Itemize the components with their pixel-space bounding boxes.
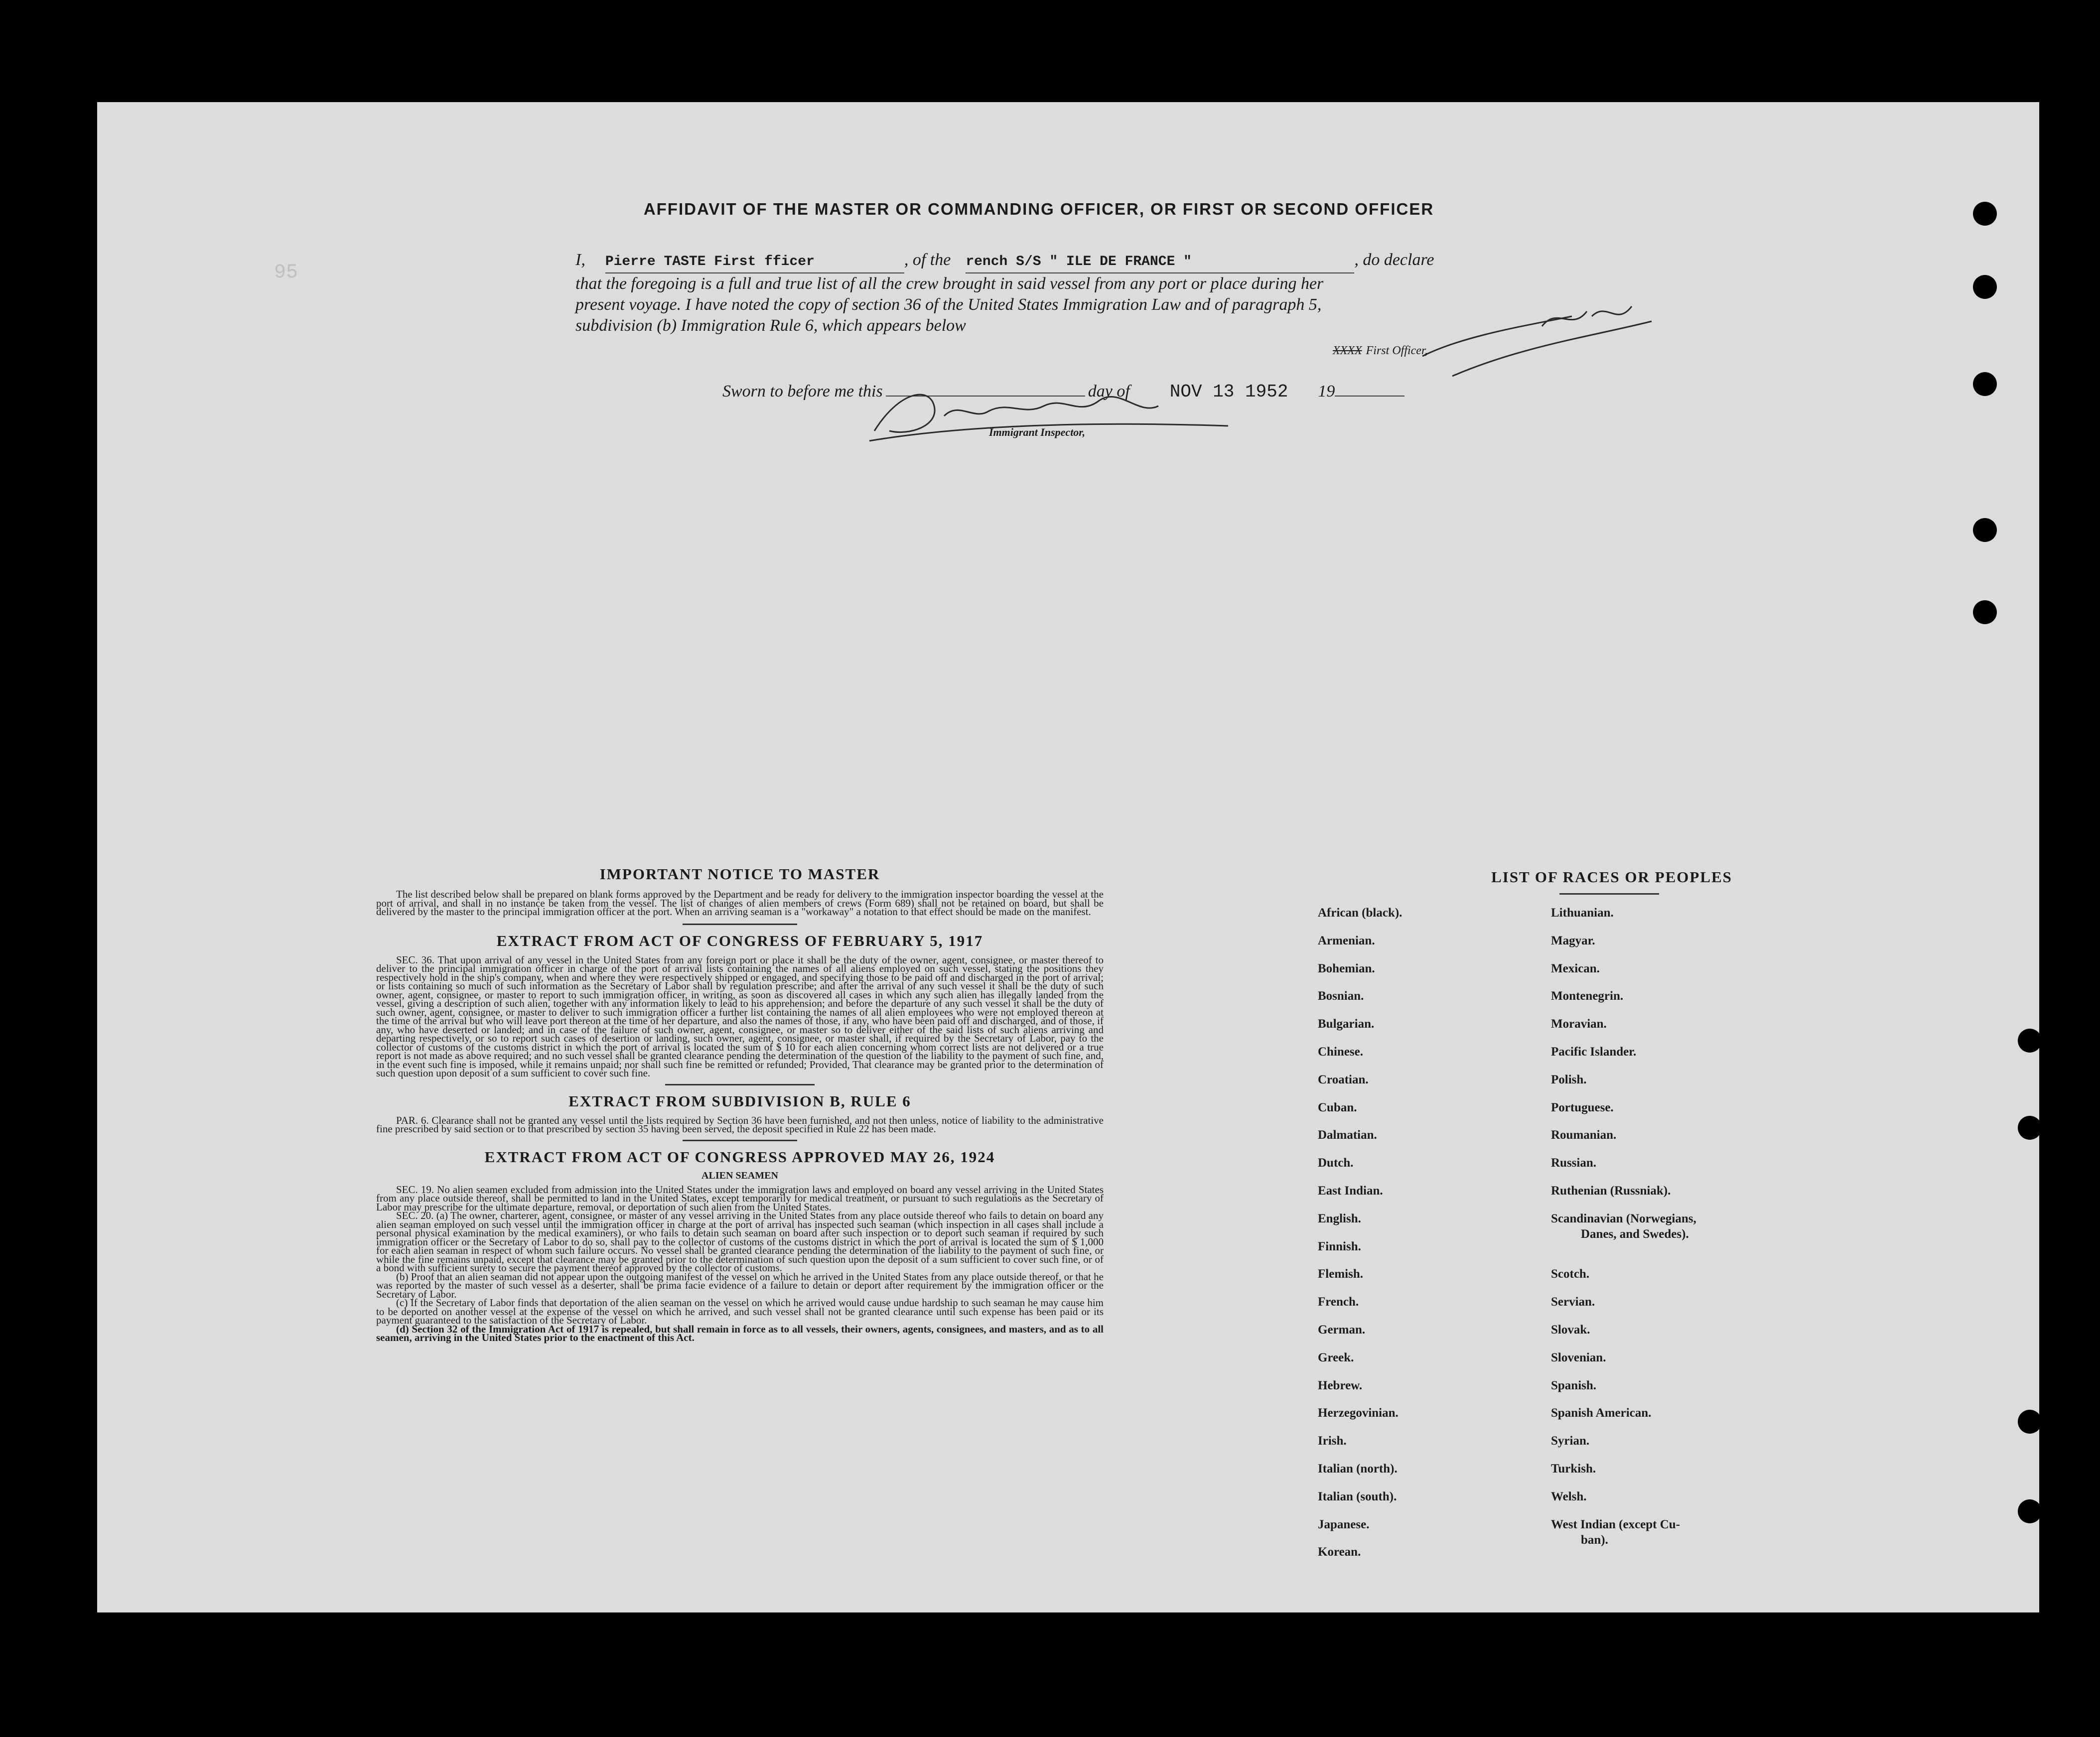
race-item: Hebrew. xyxy=(1318,1378,1363,1392)
race-item: Russian. xyxy=(1551,1156,1597,1170)
decl-of-the: , of the xyxy=(904,251,951,269)
rule6-text: PAR. 6. Clearance shall not be granted any vessel until the lists required by Section 36 have been furnished, and not then unless, notice of liability to the administrative fine prescribed by said section or to that prescribed by section 35 having been served, the deposit specified in Rule 22 has been made. xyxy=(376,1114,1104,1135)
inspector-caption: Immigrant Inspector, xyxy=(989,426,1086,438)
year-suffix: 19 xyxy=(1318,382,1335,401)
punch-hole xyxy=(1973,372,1997,396)
inspector-signature xyxy=(859,371,1238,451)
document-page xyxy=(97,102,2039,1612)
decl-line-2: that the foregoing is a full and true list of all the crew brought in said vessel from any port or place during her xyxy=(575,274,1324,293)
act1924-sec20b: (b) Proof that an alien seaman did not appear upon the outgoing manifest of the vessel on which he arrived in the United States from any place outside thereof, or that he was reported by the master of such vessel as a deserter, shall be prima facie evidence of a failure to detain or deport after requirement by the immigration officer or the Secretary of Labor. xyxy=(376,1270,1104,1300)
race-item: Ruthenian (Russniak). xyxy=(1551,1184,1671,1198)
races-column-2 xyxy=(1551,906,1760,1561)
race-item: Slovenian. xyxy=(1551,1350,1606,1364)
races-column-1 xyxy=(1318,906,1527,1573)
race-item: Scandinavian (Norwegians, xyxy=(1551,1211,1696,1225)
race-item: Moravian. xyxy=(1551,1017,1607,1031)
punch-hole xyxy=(2018,1116,2042,1140)
race-item: Japanese. xyxy=(1318,1517,1370,1531)
race-item: Magyar. xyxy=(1551,934,1595,947)
races-title: LIST OF RACES OR PEOPLES xyxy=(1491,868,1732,886)
race-item: French. xyxy=(1318,1295,1359,1309)
race-item: Italian (north). xyxy=(1318,1462,1398,1475)
vessel-name: rench S/S " ILE DE FRANCE " xyxy=(966,252,1354,273)
race-item: Finnish. xyxy=(1318,1239,1361,1253)
punch-hole xyxy=(1973,202,1997,226)
race-item: Bohemian. xyxy=(1318,961,1375,975)
race-item: Korean. xyxy=(1318,1545,1361,1559)
race-item: Bulgarian. xyxy=(1318,1017,1375,1031)
punch-hole xyxy=(1973,275,1997,299)
act1924-subtitle: ALIEN SEAMEN xyxy=(701,1170,778,1181)
sworn-text: Sworn to before me this xyxy=(722,382,883,401)
race-item: Chinese. xyxy=(1318,1045,1363,1059)
act1924-sec19: SEC. 19. No alien seamen excluded from admission into the United States under the immigration laws and employed on board any vessel arriving in the United States from any place outside thereof, shall be permitted to land in the United States, except temporarily for medical treatment, or pursuant to such regulations as the Secretary of Labor may prescribe for the ultimate departure, removal, or deportation of such alien from the United States. xyxy=(376,1183,1104,1213)
race-item: ban). xyxy=(1581,1533,1608,1547)
decl-line-3: present voyage. I have noted the copy of section 36 of the United States Immigration Law and of paragraph 5, xyxy=(575,295,1322,314)
race-item: Polish. xyxy=(1551,1072,1587,1086)
race-item: Bosnian. xyxy=(1318,989,1364,1003)
date-stamp: NOV 13 1952 xyxy=(1169,382,1288,402)
separator xyxy=(683,1140,797,1141)
race-item: Lithuanian. xyxy=(1551,906,1614,920)
race-item: Italian (south). xyxy=(1318,1489,1397,1503)
punch-hole xyxy=(1973,600,1997,624)
officer-caption: XXXX First Officer, xyxy=(1333,344,1428,357)
race-item: Syrian. xyxy=(1551,1434,1590,1448)
race-item: Scotch. xyxy=(1551,1267,1590,1281)
separator xyxy=(665,1084,815,1085)
punch-hole xyxy=(2018,1029,2042,1053)
race-item: German. xyxy=(1318,1323,1366,1336)
race-item: Flemish. xyxy=(1318,1267,1363,1281)
legal-extracts xyxy=(376,865,1104,1342)
act1924-sec20a: SEC. 20. (a) The owner, charterer, agent, consignee, or master of any vessel arriving in the United States from any place outside thereof who fails to detain on board any alien seaman employed on such vessel until the immigration officer in charge at the port of arrival has inspected such seaman (which inspection in all cases shall include a personal physical examination by the medical examiners), or who fails to detain such seaman on board after such inspection or to deport such seaman if required by such immigration officer or the Secretary of Labor to do so, shall pay to the collector of customs of the customs district in which the port of arrival is located the sum of $ 1,000 for each alien seaman in respect of whom such failure occurs. No vessel shall be granted clearance pending the determination of the liability to the payment of such fine, or while the fine remains unpaid, except that clearance may be granted prior to the determination of such question upon the deposit of a sum sufficient to cover such fine, or of a bond with sufficient surety to secure the payment thereof approved by the collector of customs. xyxy=(376,1209,1104,1274)
race-item: Portuguese. xyxy=(1551,1100,1614,1114)
act1917-title: EXTRACT FROM ACT OF CONGRESS OF FEBRUARY 5, 1917 xyxy=(496,932,983,949)
act1924-sec20d: (d) Section 32 of the Immigration Act of 1917 is repealed, but shall remain in force as to all vessels, their owners, agents, consignees, and masters, and as to all seamen, arriving in the United States prior to the enactment of this Act. xyxy=(376,1323,1104,1343)
race-item: English. xyxy=(1318,1211,1361,1225)
race-item: African (black). xyxy=(1318,906,1402,920)
race-item: Armenian. xyxy=(1318,934,1375,947)
decl-line-4: subdivision (b) Immigration Rule 6, which appears below xyxy=(575,316,966,335)
race-item: Welsh. xyxy=(1551,1489,1587,1503)
race-item: Turkish. xyxy=(1551,1462,1596,1475)
act1924-title: EXTRACT FROM ACT OF CONGRESS APPROVED MAY 26, 1924 xyxy=(484,1148,995,1166)
race-item: Dutch. xyxy=(1318,1156,1354,1170)
race-item: Mexican. xyxy=(1551,961,1600,975)
separator xyxy=(1559,893,1659,895)
affidavit-title: AFFIDAVIT OF THE MASTER OR COMMANDING OFFICER, OR FIRST OR SECOND OFFICER xyxy=(643,200,1434,218)
race-item: Spanish. xyxy=(1551,1378,1597,1392)
bleed-page-number: 95 xyxy=(274,262,298,284)
race-item: East Indian. xyxy=(1318,1184,1383,1198)
race-item: Spanish American. xyxy=(1551,1406,1652,1420)
punch-hole xyxy=(2018,1499,2042,1523)
officer-name: Pierre TASTE First fficer xyxy=(605,252,904,273)
race-item: Montenegrin. xyxy=(1551,989,1624,1003)
race-item: Roumanian. xyxy=(1551,1128,1617,1142)
decl-do-declare: , do declare xyxy=(1354,251,1434,269)
race-item: Slovak. xyxy=(1551,1323,1590,1336)
day-of-text: day of xyxy=(1088,382,1130,401)
race-item: West Indian (except Cu- xyxy=(1551,1517,1680,1531)
punch-hole xyxy=(1973,518,1997,542)
act1917-text: SEC. 36. That upon arrival of any vessel in the United States from any foreign port or place it shall be the duty of the owner, agent, consignee, or master thereof to deliver to the principal immigration officer in charge of the port of arrival lists containing the names of all aliens employed on such vessel, stating the positions they respectively hold in the ship's company, when and where they were respectively shipped or engaged, and specifying those to be paid off and discharged in the port of arrival; or lists containing so much of such information as the Secretary of Labor shall by regulation prescribe; and after the arrival of any such vessel it shall be the duty of such owner, agent, consignee, or master to report to such immigration officer, in writing, as soon as discovered all cases in which any such alien has illegally landed from the vessel, giving a description of such alien, together with any information likely to lead to his apprehension; and before the departure of any such vessel it shall be the duty of such owner, agent, consignee, or master to deliver to such immigration officer a further list containing the names of all alien employees who were not employed thereon at the time of the arrival but who will leave port thereon at the time of her departure, and also the names of those, if any, who have been paid off and discharged, and of those, if any, who have deserted or landed; and in case of the failure of such owner, agent, consignee, or master so to deliver either of the said lists of such aliens arriving and departing respectively, or so to report such cases of desertion or landing, such owner, agent, consignee, or master shall, if required by the Secretary of Labor, pay to the collector of customs of the customs district in which the port of arrival is located the sum of $ 10 for each alien concerning whom correct lists are not delivered or a true report is not made as above required; and no such vessel shall be granted clearance pending the determination of the question of the liability to the payment of such fine, and, in the event such fine is imposed, while it remains unpaid; nor shall such fine be remitted or refunded; Provided, That clearance may be granted prior to the determination of such question upon deposit of a sum sufficient to cover such fine. xyxy=(376,953,1104,1079)
race-item: Greek. xyxy=(1318,1350,1354,1364)
officer-signature xyxy=(1393,296,1672,381)
punch-hole xyxy=(2018,1410,2042,1434)
race-item: Cuban. xyxy=(1318,1100,1357,1114)
rule6-title: EXTRACT FROM SUBDIVISION B, RULE 6 xyxy=(568,1092,911,1110)
race-item: Herzegovinian. xyxy=(1318,1406,1399,1420)
separator xyxy=(683,924,797,925)
notice-text: The list described below shall be prepared on blank forms approved by the Department and be ready for delivery to the immigration inspector boarding the vessel at the port of arrival, and shall in no instance be taken from the vessel. The list of changes of alien members of crews (Form 689) shall not be retained on board, but shall be delivered by the master to the principal immigration officer at the port. When an arriving seaman is a "workaway" a notation to that effect should be made on the manifest. xyxy=(376,888,1104,918)
race-item: Pacific Islander. xyxy=(1551,1045,1637,1059)
race-item: Croatian. xyxy=(1318,1072,1369,1086)
race-item: Servian. xyxy=(1551,1295,1595,1309)
race-item: Irish. xyxy=(1318,1434,1347,1448)
decl-intro: I, xyxy=(575,251,585,269)
act1924-sec20c: (c) If the Secretary of Labor finds that deportation of the alien seaman on the vessel on which he arrived would cause undue hardship to such seaman he may cause him to be deported on another vessel at the expense of the vessel on which he arrived, and such vessel shall not be granted clearance until such expense has been paid or its payment guaranteed to the satisfaction of the Secretary of Labor. xyxy=(376,1297,1104,1326)
race-item: Danes, and Swedes). xyxy=(1581,1227,1689,1241)
race-item: Dalmatian. xyxy=(1318,1128,1377,1142)
notice-title: IMPORTANT NOTICE TO MASTER xyxy=(599,865,880,883)
